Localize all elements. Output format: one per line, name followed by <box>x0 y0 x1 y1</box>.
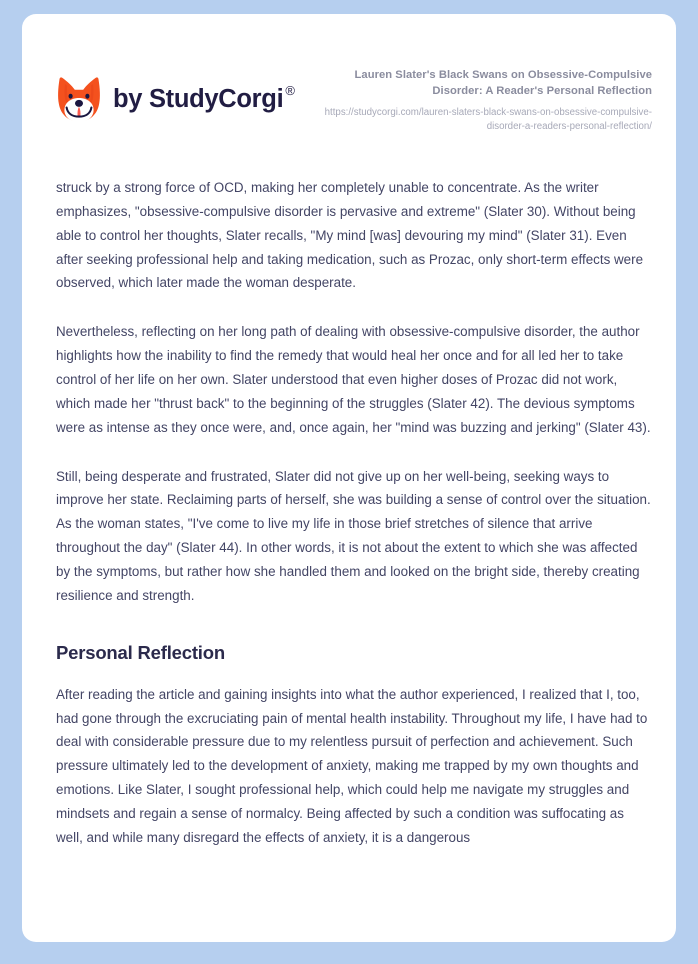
registered-trademark-icon: ® <box>285 83 295 99</box>
body-paragraph: Still, being desperate and frustrated, Slater did not give up on her well-being, seeking ways to improve her state. Reclaiming parts of herself, she was building a sense of control over the situation. As the woman states, "I've come to live my life in those brief stretches of silence that arrive throughout the day" (Slater 44). In other words, it is not about the extent to which she was affected by the symptoms, but rather how she handled them and looked on the bright side, thereby creating resilience and strength. <box>56 468 651 603</box>
studycorgi-brand <box>56 62 295 124</box>
document-body <box>22 134 676 850</box>
body-paragraph: After reading the article and gaining insights into what the author experienced, I realized that I, too, had gone through the excruciating pain of mental health instability. Throughout my life, I have had to deal with considerable pressure due to my relentless pursuit of perfection and achievement. Such pressure ultimately led to the development of anxiety, making me trapped by my own thoughts and emotions. Like Slater, I sought professional help, which could help me navigate my struggles and mindsets and regain a sense of normalcy. Being affected by such a condition was suffocating as well, and while many disregard the effects of anxiety, it is a dangerous <box>56 686 648 845</box>
document-page-card <box>22 14 676 942</box>
corgi-logo-icon <box>56 76 102 124</box>
brand-wordmark <box>113 83 295 114</box>
document-url[interactable]: https://studycorgi.com/lauren-slaters-black-swans-on-obsessive-compulsive-disorder-a-readers-personal-reflection/ <box>324 106 652 132</box>
section-heading: Personal Reflection <box>56 641 225 663</box>
body-paragraph: struck by a strong force of OCD, making her completely unable to concentrate. As the writer emphasizes, "obsessive-compulsive disorder is pervasive and extreme" (Slater 30). Without being able to control her thoughts, Slater recalls, "My mind [was] devouring my mind" (Slater 31). Even after seeking professional help and taking medication, such as Prozac, only short-term effects were observed, which later made the woman desperate. <box>56 179 644 291</box>
document-title: Lauren Slater's Black Swans on Obsessive-Compulsive Disorder: A Reader's Personal Reflection <box>354 69 652 97</box>
document-header <box>22 14 676 134</box>
brand-name-text: by StudyCorgi <box>113 85 284 114</box>
header-metadata <box>313 62 652 134</box>
body-paragraph: Nevertheless, reflecting on her long path of dealing with obsessive-compulsive disorder, the author highlights how the inability to find the remedy that would heal her once and for all led her to take control of her life on her own. Slater understood that even higher doses of Prozac did not work, which made her "thrust back" to the beginning of the struggles (Slater 42). The devious symptoms were as intense as they once were, and, once again, her "mind was buzzing and jerking" (Slater 43). <box>56 324 651 435</box>
